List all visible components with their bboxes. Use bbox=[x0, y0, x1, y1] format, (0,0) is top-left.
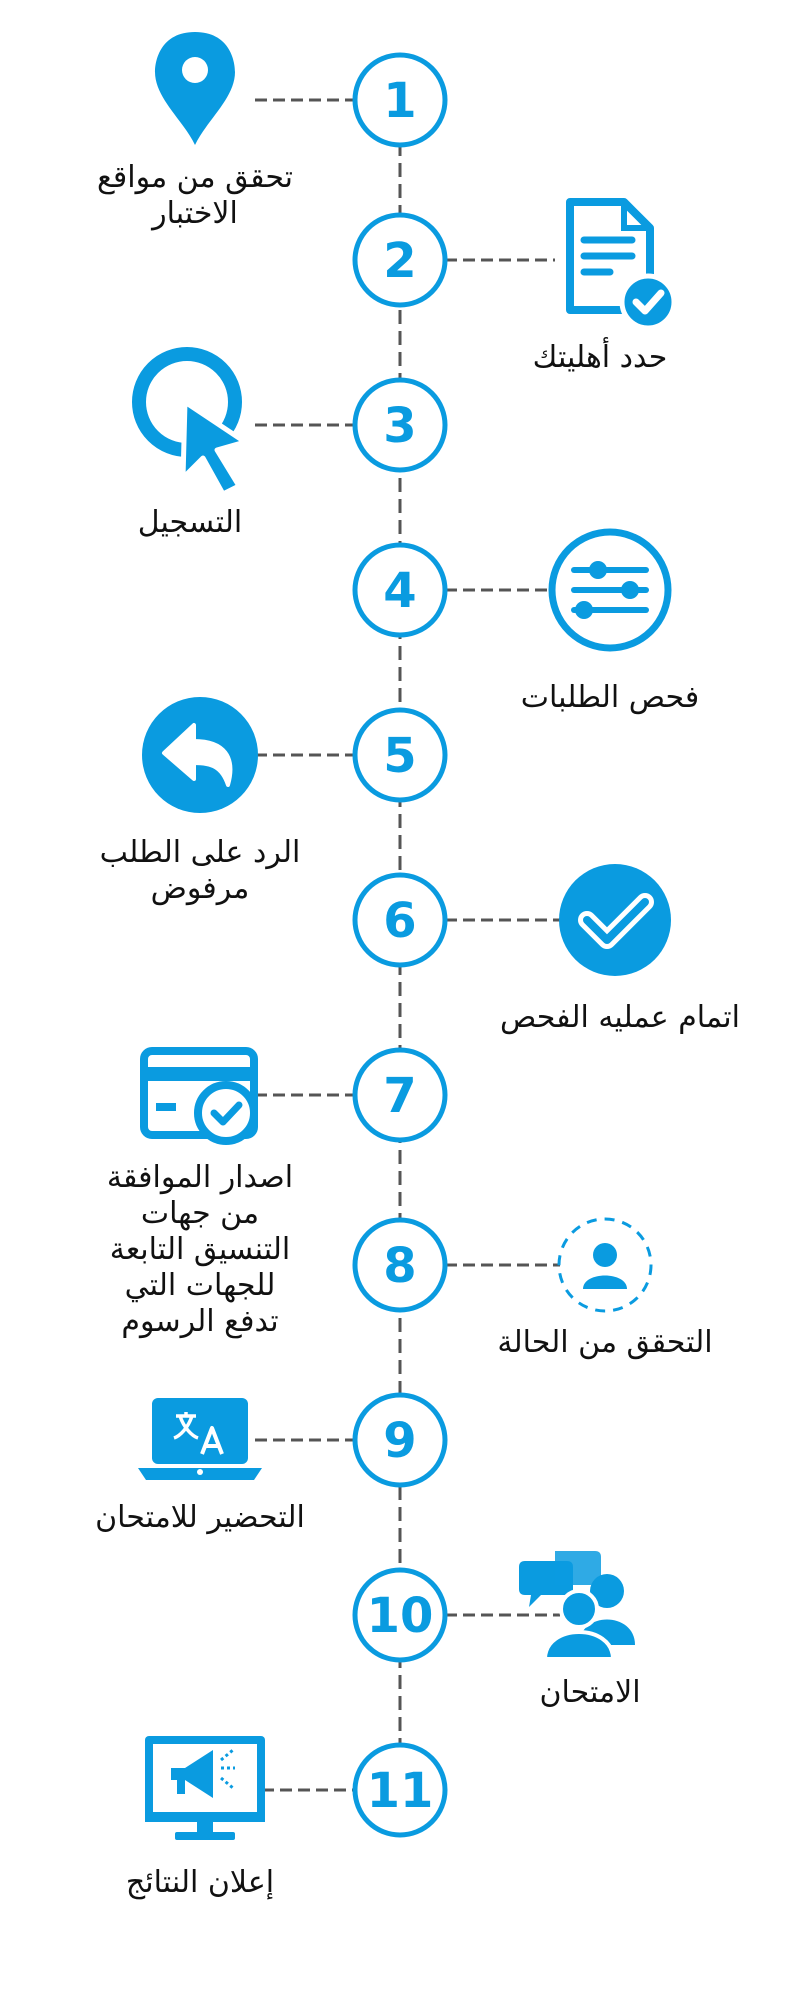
step-label-1 bbox=[55, 160, 335, 232]
checkmark-circle-icon bbox=[559, 864, 671, 976]
step-node-7 bbox=[355, 1050, 445, 1140]
group-chat-icon bbox=[519, 1551, 635, 1659]
step-number: 7 bbox=[383, 1068, 417, 1124]
step-label-line: تدفع الرسوم bbox=[121, 1304, 279, 1339]
step-label-line: مرفوض bbox=[150, 871, 250, 906]
step-label-11 bbox=[60, 1865, 340, 1901]
step-label-line: التحضير للامتحان bbox=[95, 1500, 305, 1535]
step-label-4 bbox=[470, 680, 750, 716]
step-label-line: اصدار الموافقة bbox=[106, 1160, 294, 1195]
step-label-6 bbox=[480, 1000, 760, 1036]
step-label-3 bbox=[50, 505, 330, 541]
step-label-line: الامتحان bbox=[539, 1675, 641, 1710]
step-label-line: إعلان النتائج bbox=[125, 1865, 275, 1900]
step-label-10 bbox=[450, 1675, 730, 1711]
step-label-line: اتمام عمليه الفحص bbox=[500, 1000, 740, 1035]
step-label-line: الاختبار bbox=[152, 196, 238, 231]
step-number: 1 bbox=[383, 73, 417, 129]
step-number: 2 bbox=[383, 233, 417, 289]
step-label-line: التحقق من الحالة bbox=[497, 1325, 713, 1360]
document-check-icon bbox=[570, 202, 674, 328]
sliders-icon bbox=[552, 532, 668, 648]
monitor-megaphone-icon bbox=[145, 1736, 265, 1840]
step-label-line: حدد أهليتك bbox=[532, 340, 668, 375]
step-number: 10 bbox=[366, 1588, 434, 1644]
step-number: 4 bbox=[383, 563, 417, 619]
step-node-4 bbox=[355, 545, 445, 635]
step-node-8 bbox=[355, 1220, 445, 1310]
user-status-icon bbox=[559, 1219, 651, 1311]
step-node-9 bbox=[355, 1395, 445, 1485]
card-check-icon bbox=[144, 1051, 254, 1141]
step-label-line: من جهات bbox=[140, 1196, 260, 1231]
step-label-line: تحقق من مواقع bbox=[96, 160, 294, 195]
step-label-line: الرد على الطلب bbox=[99, 835, 301, 870]
step-node-1 bbox=[355, 55, 445, 145]
laptop-translate-icon bbox=[138, 1398, 262, 1480]
step-node-3 bbox=[355, 380, 445, 470]
step-node-10 bbox=[355, 1570, 445, 1660]
location-pin-icon bbox=[155, 32, 235, 145]
step-label-line: فحص الطلبات bbox=[520, 680, 700, 715]
step-node-11 bbox=[355, 1745, 445, 1835]
step-number: 5 bbox=[383, 728, 417, 784]
step-number: 8 bbox=[383, 1238, 417, 1294]
step-label-7 bbox=[60, 1160, 340, 1340]
step-label-line: التنسيق التابعة bbox=[109, 1232, 291, 1267]
step-number: 6 bbox=[383, 893, 417, 949]
step-number: 3 bbox=[383, 398, 417, 454]
step-label-line: للجهات التي bbox=[124, 1268, 276, 1303]
reply-arrow-icon bbox=[142, 697, 258, 813]
step-node-5 bbox=[355, 710, 445, 800]
step-label-8 bbox=[465, 1325, 745, 1361]
step-number: 11 bbox=[366, 1763, 434, 1819]
step-node-6 bbox=[355, 875, 445, 965]
cursor-click-icon bbox=[139, 354, 245, 494]
step-node-2 bbox=[355, 215, 445, 305]
step-number: 9 bbox=[383, 1413, 417, 1469]
step-label-9 bbox=[60, 1500, 340, 1536]
step-label-line: التسجيل bbox=[137, 505, 243, 540]
step-label-5 bbox=[60, 835, 340, 907]
step-label-2 bbox=[460, 340, 740, 376]
